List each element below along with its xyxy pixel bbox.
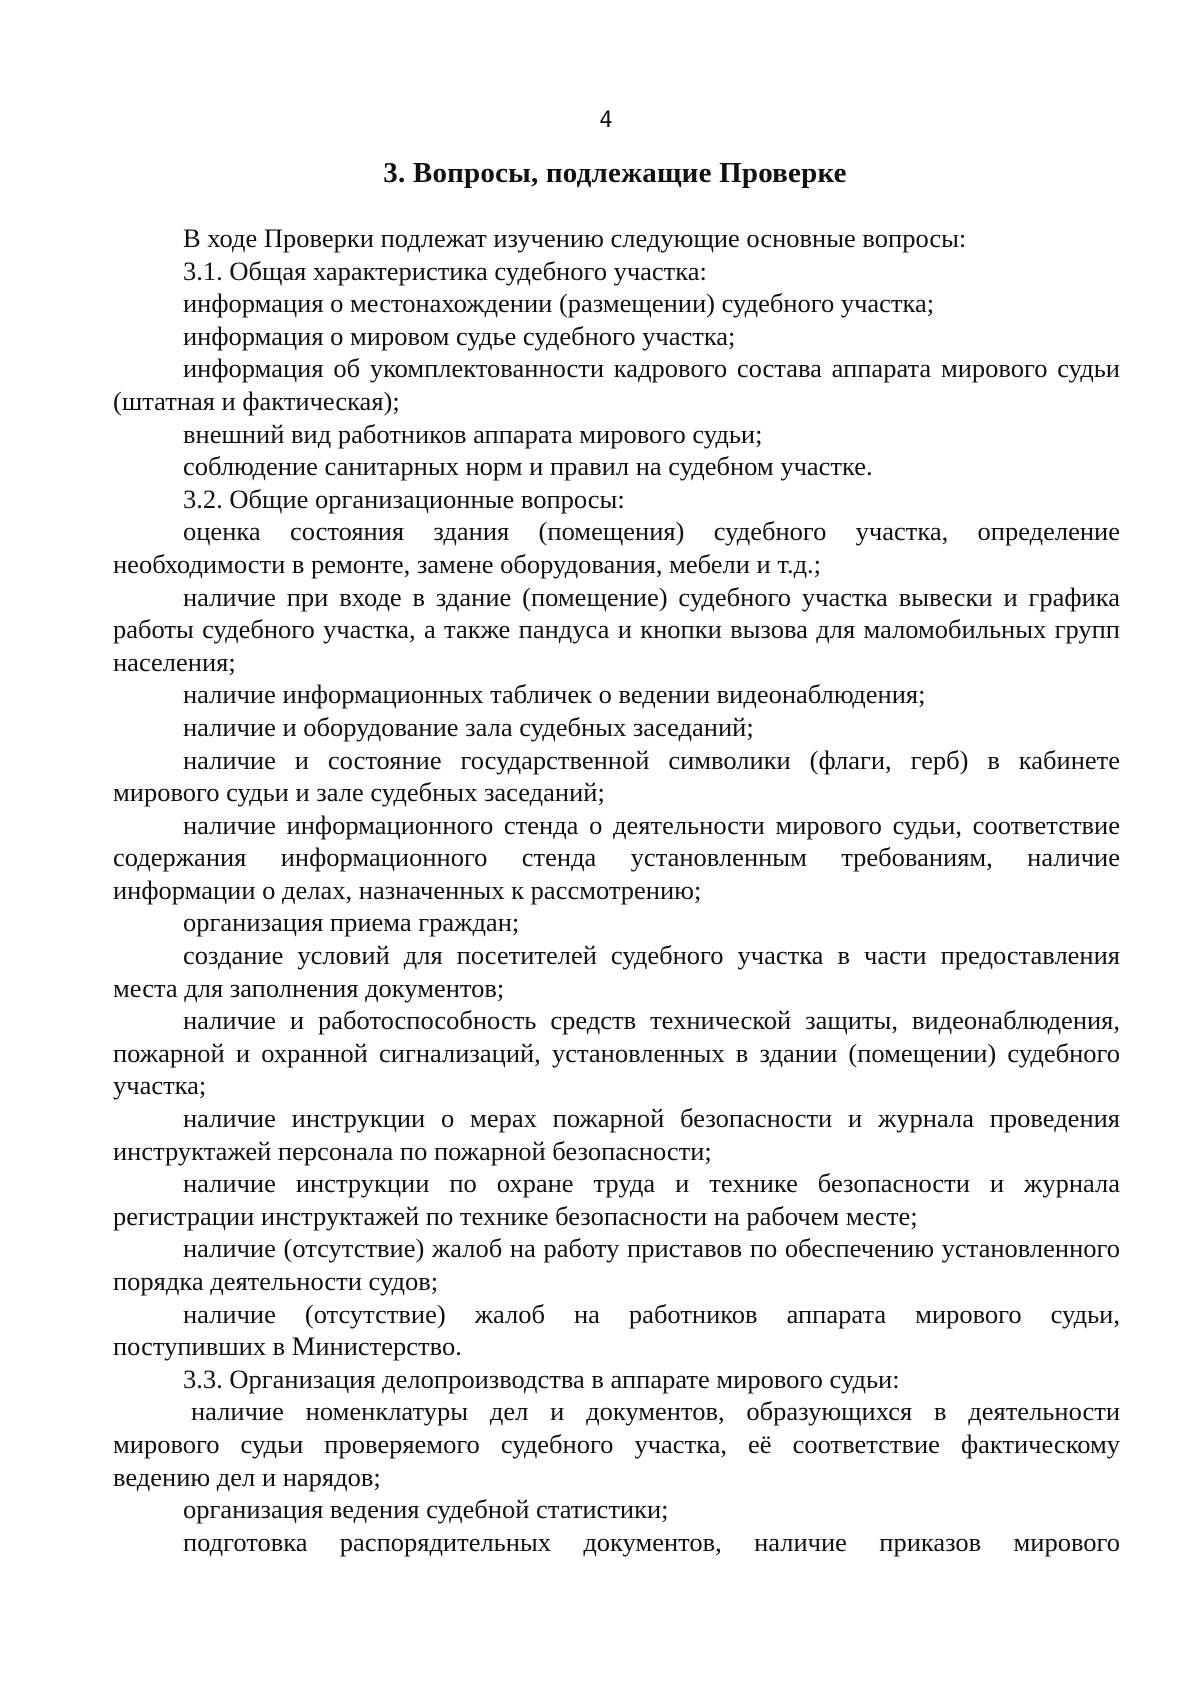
paragraph: организация приема граждан; (183, 907, 520, 938)
paragraph: наличие информационного стенда о деятельности мирового судьи, соответствие содержания информационного стенда установленным требованиям, наличие информации о делах, назначенных к рассмотрению; (113, 809, 1120, 905)
paragraph: наличие и работоспособность средств технической защиты, видеонаблюдения, пожарной и охранной сигнализаций, установленных в здании (помещении) судебного участка; (113, 1005, 1120, 1101)
paragraph: подготовка распорядительных документов, наличие приказов мирового (183, 1526, 1120, 1557)
paragraph: внешний вид работников аппарата мирового судьи; (183, 418, 763, 449)
page-number: 4 (599, 108, 613, 133)
paragraph: наличие при входе в здание (помещение) судебного участка вывески и графика работы судебного участка, а также пандуса и кнопки вызова для маломобильных групп населения; (113, 581, 1120, 677)
paragraph: наличие и состояние государственной символики (флаги, герб) в кабинете мирового судьи и зале судебных заседаний; (113, 744, 1120, 808)
paragraph: 3.3. Организация делопроизводства в аппарате мирового судьи: (183, 1363, 900, 1394)
section-title: 3. Вопросы, подлежащие Проверке (383, 157, 847, 189)
paragraph: соблюдение санитарных норм и правил на судебном участке. (183, 451, 873, 482)
paragraph: наличие инструкции о мерах пожарной безопасности и журнала проведения инструктажей персонала по пожарной безопасности; (113, 1103, 1120, 1166)
paragraph: создание условий для посетителей судебного участка в части предоставления места для заполнения документов; (113, 940, 1120, 1003)
paragraph: 3.2. Общие организационные вопросы: (183, 483, 625, 514)
paragraph: В ходе Проверки подлежат изучению следующие основные вопросы: (183, 223, 967, 253)
paragraph: наличие (отсутствие) жалоб на работу приставов по обеспечению установленного порядка деятельности судов; (113, 1233, 1120, 1296)
paragraph: наличие и оборудование зала судебных заседаний; (183, 711, 754, 742)
paragraph: информация о местонахождении (размещении) судебного участка; (183, 288, 935, 319)
document-body (113, 222, 1120, 1558)
paragraph: организация ведения судебной статистики; (183, 1494, 669, 1525)
paragraph: наличие (отсутствие) жалоб на работников аппарата мирового судьи, поступивших в Министерство. (113, 1298, 1120, 1362)
paragraph: информация об укомплектованности кадрового состава аппарата мирового судьи (штатная и фактическая); (113, 353, 1120, 416)
paragraph: оценка состояния здания (помещения) судебного участка, определение необходимости в ремонте, замене оборудования, мебели и т.д.; (113, 516, 1120, 579)
paragraph: информация о мировом судье судебного участка; (183, 320, 736, 351)
paragraph: 3.1. Общая характеристика судебного участка: (183, 255, 707, 286)
paragraph: наличие инструкции по охране труда и технике безопасности и журнала регистрации инструктажей по технике безопасности на рабочем месте; (113, 1168, 1120, 1231)
paragraph: наличие информационных табличек о ведении видеонаблюдения; (183, 679, 926, 710)
paragraph: наличие номенклатуры дел и документов, образующихся в деятельности мирового судьи проверяемого судебного участка, её соответствие фактическому ведению дел и нарядов; (113, 1396, 1120, 1492)
